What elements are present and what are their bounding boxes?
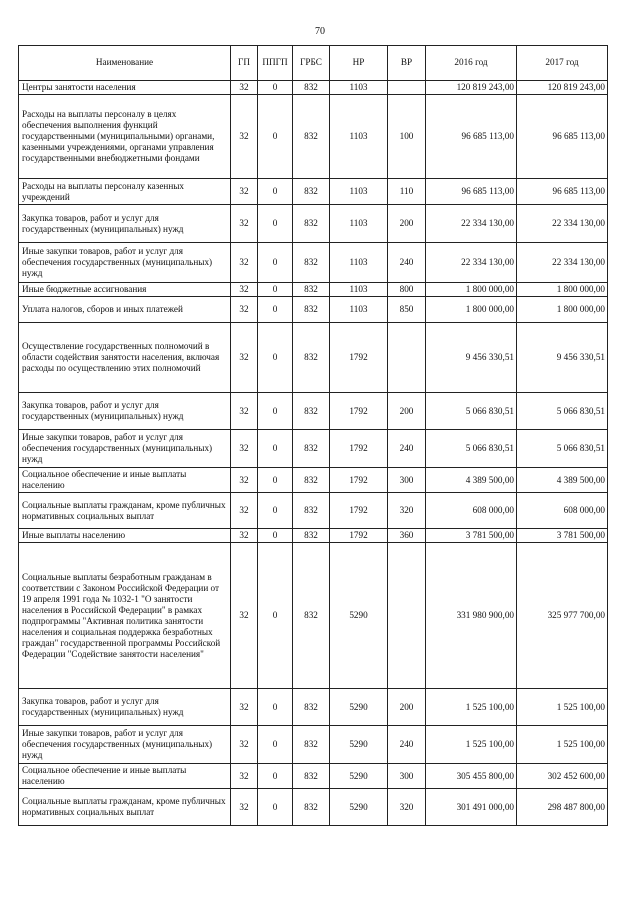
- header-ppgp: ППГП: [258, 46, 293, 81]
- table-row: [19, 81, 608, 95]
- row-name: Иные выплаты населению: [19, 529, 231, 543]
- row-gp: 32: [231, 430, 258, 468]
- row-2017: 22 334 130,00: [517, 205, 608, 243]
- row-2016: 305 455 800,00: [426, 764, 517, 789]
- row-ppgp: 0: [258, 493, 293, 529]
- row-ppgp: 0: [258, 430, 293, 468]
- row-vr: 320: [388, 789, 426, 826]
- row-2017: 302 452 600,00: [517, 764, 608, 789]
- table-row: [19, 205, 608, 243]
- row-vr: 240: [388, 243, 426, 283]
- row-2017: 96 685 113,00: [517, 95, 608, 179]
- table-row: [19, 393, 608, 430]
- row-nr: 1792: [330, 430, 388, 468]
- row-vr: [388, 81, 426, 95]
- table-row: [19, 323, 608, 393]
- row-name: Социальные выплаты безработным гражданам в соответствии с Законом Российской Федерации от 19 апреля 1991 года № 1032-1 "О занятости населения в Российской Федерации" в рамках подпрограммы "Активная политика занятости населения и социальная поддержка безработных граждан" государственной программы Российской Федерации "Содействие занятости населения": [19, 543, 231, 689]
- row-gp: 32: [231, 95, 258, 179]
- row-2016: 331 980 900,00: [426, 543, 517, 689]
- row-gp: 32: [231, 468, 258, 493]
- row-name: Социальное обеспечение и иные выплаты населению: [19, 764, 231, 789]
- row-vr: [388, 543, 426, 689]
- row-2017: 3 781 500,00: [517, 529, 608, 543]
- row-2017: 5 066 830,51: [517, 393, 608, 430]
- row-vr: 200: [388, 689, 426, 726]
- table-row: [19, 468, 608, 493]
- header-name: Наименование: [19, 46, 231, 81]
- row-nr: 5290: [330, 726, 388, 764]
- row-gp: 32: [231, 726, 258, 764]
- header-vr: ВР: [388, 46, 426, 81]
- budget-table: [18, 45, 608, 826]
- table-row: [19, 543, 608, 689]
- row-2016: 1 525 100,00: [426, 726, 517, 764]
- row-gp: 32: [231, 243, 258, 283]
- row-vr: 200: [388, 205, 426, 243]
- row-2016: 22 334 130,00: [426, 205, 517, 243]
- row-nr: 1792: [330, 468, 388, 493]
- row-grbs: 832: [293, 179, 330, 205]
- row-2017: 9 456 330,51: [517, 323, 608, 393]
- row-2016: 1 525 100,00: [426, 689, 517, 726]
- row-ppgp: 0: [258, 323, 293, 393]
- row-gp: 32: [231, 529, 258, 543]
- table-header-row: [19, 46, 608, 81]
- row-gp: 32: [231, 764, 258, 789]
- row-grbs: 832: [293, 764, 330, 789]
- table-row: [19, 764, 608, 789]
- row-gp: 32: [231, 297, 258, 323]
- row-gp: 32: [231, 789, 258, 826]
- row-grbs: 832: [293, 689, 330, 726]
- table-row: [19, 529, 608, 543]
- row-nr: 1103: [330, 243, 388, 283]
- row-grbs: 832: [293, 529, 330, 543]
- row-vr: 240: [388, 430, 426, 468]
- table-row: [19, 283, 608, 297]
- row-name: Закупка товаров, работ и услуг для государственных (муниципальных) нужд: [19, 393, 231, 430]
- row-vr: 110: [388, 179, 426, 205]
- row-2016: 608 000,00: [426, 493, 517, 529]
- row-gp: 32: [231, 543, 258, 689]
- row-gp: 32: [231, 323, 258, 393]
- row-ppgp: 0: [258, 689, 293, 726]
- row-nr: 1103: [330, 81, 388, 95]
- header-gp: ГП: [231, 46, 258, 81]
- row-gp: 32: [231, 689, 258, 726]
- row-nr: 1792: [330, 493, 388, 529]
- row-2017: 96 685 113,00: [517, 179, 608, 205]
- row-grbs: 832: [293, 789, 330, 826]
- row-2016: 1 800 000,00: [426, 283, 517, 297]
- table-row: [19, 430, 608, 468]
- table-row: [19, 95, 608, 179]
- row-grbs: 832: [293, 493, 330, 529]
- table-row: [19, 297, 608, 323]
- row-name: Иные закупки товаров, работ и услуг для обеспечения государственных (муниципальных) нужд: [19, 243, 231, 283]
- row-vr: 300: [388, 764, 426, 789]
- row-grbs: 832: [293, 543, 330, 689]
- header-nr: НР: [330, 46, 388, 81]
- row-name: Социальные выплаты гражданам, кроме публичных нормативных социальных выплат: [19, 789, 231, 826]
- row-nr: 1792: [330, 529, 388, 543]
- row-grbs: 832: [293, 430, 330, 468]
- row-2016: 120 819 243,00: [426, 81, 517, 95]
- row-nr: 1792: [330, 393, 388, 430]
- row-name: Центры занятости населения: [19, 81, 231, 95]
- row-grbs: 832: [293, 95, 330, 179]
- row-nr: 1103: [330, 205, 388, 243]
- row-gp: 32: [231, 493, 258, 529]
- row-name: Закупка товаров, работ и услуг для государственных (муниципальных) нужд: [19, 689, 231, 726]
- row-ppgp: 0: [258, 243, 293, 283]
- row-vr: 100: [388, 95, 426, 179]
- row-ppgp: 0: [258, 529, 293, 543]
- table-row: [19, 726, 608, 764]
- row-nr: 1792: [330, 323, 388, 393]
- row-2017: 22 334 130,00: [517, 243, 608, 283]
- row-vr: [388, 323, 426, 393]
- row-2017: 325 977 700,00: [517, 543, 608, 689]
- row-grbs: 832: [293, 323, 330, 393]
- row-2016: 3 781 500,00: [426, 529, 517, 543]
- row-2016: 1 800 000,00: [426, 297, 517, 323]
- row-2016: 22 334 130,00: [426, 243, 517, 283]
- row-2016: 4 389 500,00: [426, 468, 517, 493]
- row-2016: 5 066 830,51: [426, 393, 517, 430]
- row-name: Уплата налогов, сборов и иных платежей: [19, 297, 231, 323]
- row-gp: 32: [231, 205, 258, 243]
- row-ppgp: 0: [258, 95, 293, 179]
- row-nr: 1103: [330, 95, 388, 179]
- row-ppgp: 0: [258, 283, 293, 297]
- header-2016: 2016 год: [426, 46, 517, 81]
- row-grbs: 832: [293, 283, 330, 297]
- row-ppgp: 0: [258, 468, 293, 493]
- row-ppgp: 0: [258, 764, 293, 789]
- row-vr: 320: [388, 493, 426, 529]
- row-2017: 4 389 500,00: [517, 468, 608, 493]
- row-ppgp: 0: [258, 543, 293, 689]
- row-ppgp: 0: [258, 179, 293, 205]
- row-name: Социальные выплаты гражданам, кроме публичных нормативных социальных выплат: [19, 493, 231, 529]
- row-ppgp: 0: [258, 81, 293, 95]
- row-2016: 301 491 000,00: [426, 789, 517, 826]
- row-nr: 1103: [330, 297, 388, 323]
- row-2016: 5 066 830,51: [426, 430, 517, 468]
- row-nr: 5290: [330, 543, 388, 689]
- row-gp: 32: [231, 81, 258, 95]
- row-name: Расходы на выплаты персоналу казенных учреждений: [19, 179, 231, 205]
- table-row: [19, 179, 608, 205]
- row-name: Расходы на выплаты персоналу в целях обеспечения выполнения функций государственными (муниципальными) органами, казенными учреждениями, органами управления государственными внебюджетными фондами: [19, 95, 231, 179]
- row-name: Иные закупки товаров, работ и услуг для обеспечения государственных (муниципальных) нужд: [19, 726, 231, 764]
- row-grbs: 832: [293, 81, 330, 95]
- row-vr: 800: [388, 283, 426, 297]
- row-grbs: 832: [293, 297, 330, 323]
- row-2016: 9 456 330,51: [426, 323, 517, 393]
- page-number: 70: [315, 26, 325, 37]
- row-ppgp: 0: [258, 297, 293, 323]
- row-ppgp: 0: [258, 205, 293, 243]
- row-2016: 96 685 113,00: [426, 179, 517, 205]
- row-nr: 1103: [330, 179, 388, 205]
- row-nr: 5290: [330, 764, 388, 789]
- row-vr: 360: [388, 529, 426, 543]
- row-gp: 32: [231, 393, 258, 430]
- row-gp: 32: [231, 179, 258, 205]
- row-2017: 1 800 000,00: [517, 283, 608, 297]
- row-2017: 298 487 800,00: [517, 789, 608, 826]
- row-ppgp: 0: [258, 393, 293, 430]
- table-row: [19, 243, 608, 283]
- row-2017: 120 819 243,00: [517, 81, 608, 95]
- row-gp: 32: [231, 283, 258, 297]
- row-grbs: 832: [293, 393, 330, 430]
- row-nr: 5290: [330, 689, 388, 726]
- row-name: Иные закупки товаров, работ и услуг для обеспечения государственных (муниципальных) нужд: [19, 430, 231, 468]
- row-vr: 240: [388, 726, 426, 764]
- row-2017: 1 525 100,00: [517, 689, 608, 726]
- header-2017: 2017 год: [517, 46, 608, 81]
- row-2016: 96 685 113,00: [426, 95, 517, 179]
- table-row: [19, 493, 608, 529]
- row-nr: 5290: [330, 789, 388, 826]
- row-grbs: 832: [293, 243, 330, 283]
- row-nr: 1103: [330, 283, 388, 297]
- row-grbs: 832: [293, 205, 330, 243]
- row-vr: 850: [388, 297, 426, 323]
- row-name: Закупка товаров, работ и услуг для государственных (муниципальных) нужд: [19, 205, 231, 243]
- row-grbs: 832: [293, 726, 330, 764]
- row-grbs: 832: [293, 468, 330, 493]
- header-grbs: ГРБС: [293, 46, 330, 81]
- row-name: Осуществление государственных полномочий в области содействия занятости населения, включая расходы по осуществлению этих полномочий: [19, 323, 231, 393]
- row-ppgp: 0: [258, 789, 293, 826]
- row-vr: 300: [388, 468, 426, 493]
- row-2017: 5 066 830,51: [517, 430, 608, 468]
- table-row: [19, 789, 608, 826]
- row-2017: 1 800 000,00: [517, 297, 608, 323]
- row-name: Иные бюджетные ассигнования: [19, 283, 231, 297]
- table-row: [19, 689, 608, 726]
- row-2017: 608 000,00: [517, 493, 608, 529]
- row-name: Социальное обеспечение и иные выплаты населению: [19, 468, 231, 493]
- row-vr: 200: [388, 393, 426, 430]
- row-ppgp: 0: [258, 726, 293, 764]
- row-2017: 1 525 100,00: [517, 726, 608, 764]
